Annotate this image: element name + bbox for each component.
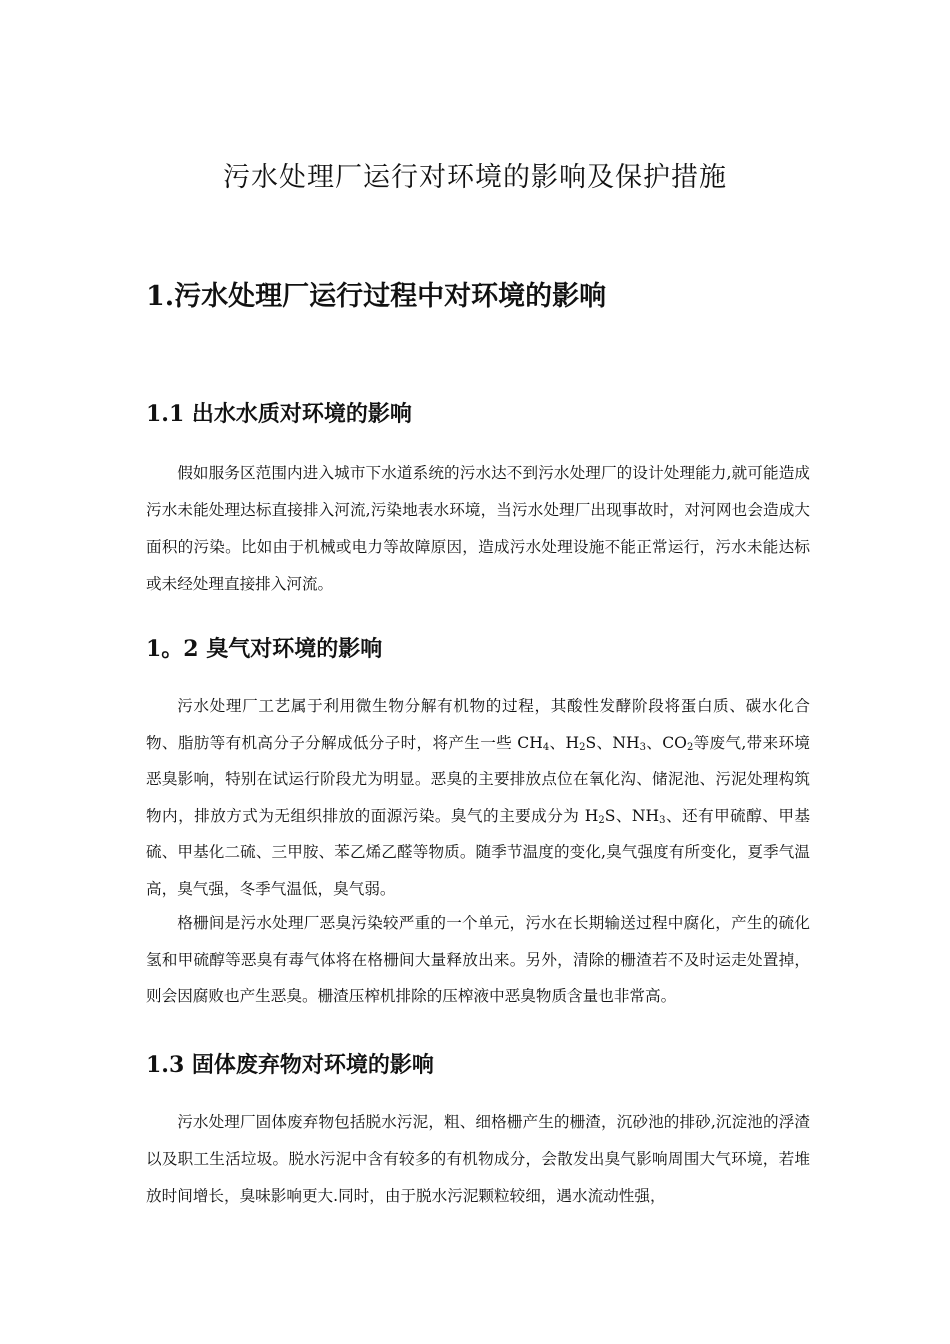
section-1-2-paragraph-1: [146, 688, 810, 907]
text-run: 、CO: [645, 733, 687, 752]
document-title: 污水处理厂运行对环境的影响及保护措施: [223, 162, 727, 193]
section-1-heading: 1.污水处理厂运行过程中对环境的影响: [146, 281, 607, 312]
text-run: S、NH: [585, 733, 640, 752]
text-run: 污水处理厂工艺属于利用微生物分解有机物的过程，其酸性发酵阶段将蛋白质、碳水化合物、脂肪等有机高分子分解成低分子时，将产生一些 CH: [146, 697, 810, 752]
subscript: 2: [686, 741, 694, 753]
section-1-2-paragraph-2: 格栅间是污水处理厂恶臭污染较严重的一个单元，污水在长期输送过程中腐化，产生的硫化氢和甲硫醇等恶臭有毒气体将在格栅间大量释放出来。另外，清除的栅渣若不及时运走处置掉，则会因腐败也产生恶臭。栅渣压榨机排除的压榨液中恶臭物质含量也非常高。: [146, 914, 810, 1005]
text-run: S、NH: [604, 806, 660, 825]
subscript: 3: [659, 814, 666, 826]
section-1-2-heading: 1。2 臭气对环境的影响: [146, 636, 383, 662]
section-1-3-heading: 1.3 固体废弃物对环境的影响: [146, 1052, 434, 1078]
subscript: 2: [598, 814, 605, 826]
section-1-1-paragraph: 假如服务区范围内进入城市下水道系统的污水达不到污水处理厂的设计处理能力,就可能造成污水未能处理达标直接排入河流,污染地表水环境，当污水处理厂出现事故时，对河网也会造成大面积的污染。比如由于机械或电力等故障原因，造成污水处理设施不能正常运行，污水未能达标或未经处理直接排入河流。: [146, 464, 810, 593]
subscript: 3: [639, 741, 646, 753]
section-1-3-paragraph: 污水处理厂固体废弃物包括脱水污泥，粗、细格栅产生的栅渣，沉砂池的排砂,沉淀池的浮渣以及职工生活垃圾。脱水污泥中含有较多的有机物成分，会散发出臭气影响周围大气环境，若堆放时间增长，臭味影响更大.同时，由于脱水污泥颗粒较细，遇水流动性强，: [146, 1113, 810, 1205]
text-run: 、还有甲硫醇、甲基硫、甲基化二硫、三甲胺、苯乙烯乙醛等物质。随季节温度的变化,臭气强度有所变化，夏季气温高，臭气强，冬季气温低，臭气弱。: [146, 806, 810, 898]
subscript: 2: [579, 741, 586, 753]
text-run: 、H: [549, 733, 580, 752]
subscript: 4: [542, 741, 550, 753]
text-run: 等废气,带来环境恶臭影响，特别在试运行阶段尤为明显。恶臭的主要排放点位在氧化沟、储泥池、污泥处理构筑物内，排放方式为无组织排放的面源污染。臭气的主要成分为 H: [146, 733, 810, 825]
section-1-1-heading: 1.1 出水水质对环境的影响: [146, 401, 412, 427]
